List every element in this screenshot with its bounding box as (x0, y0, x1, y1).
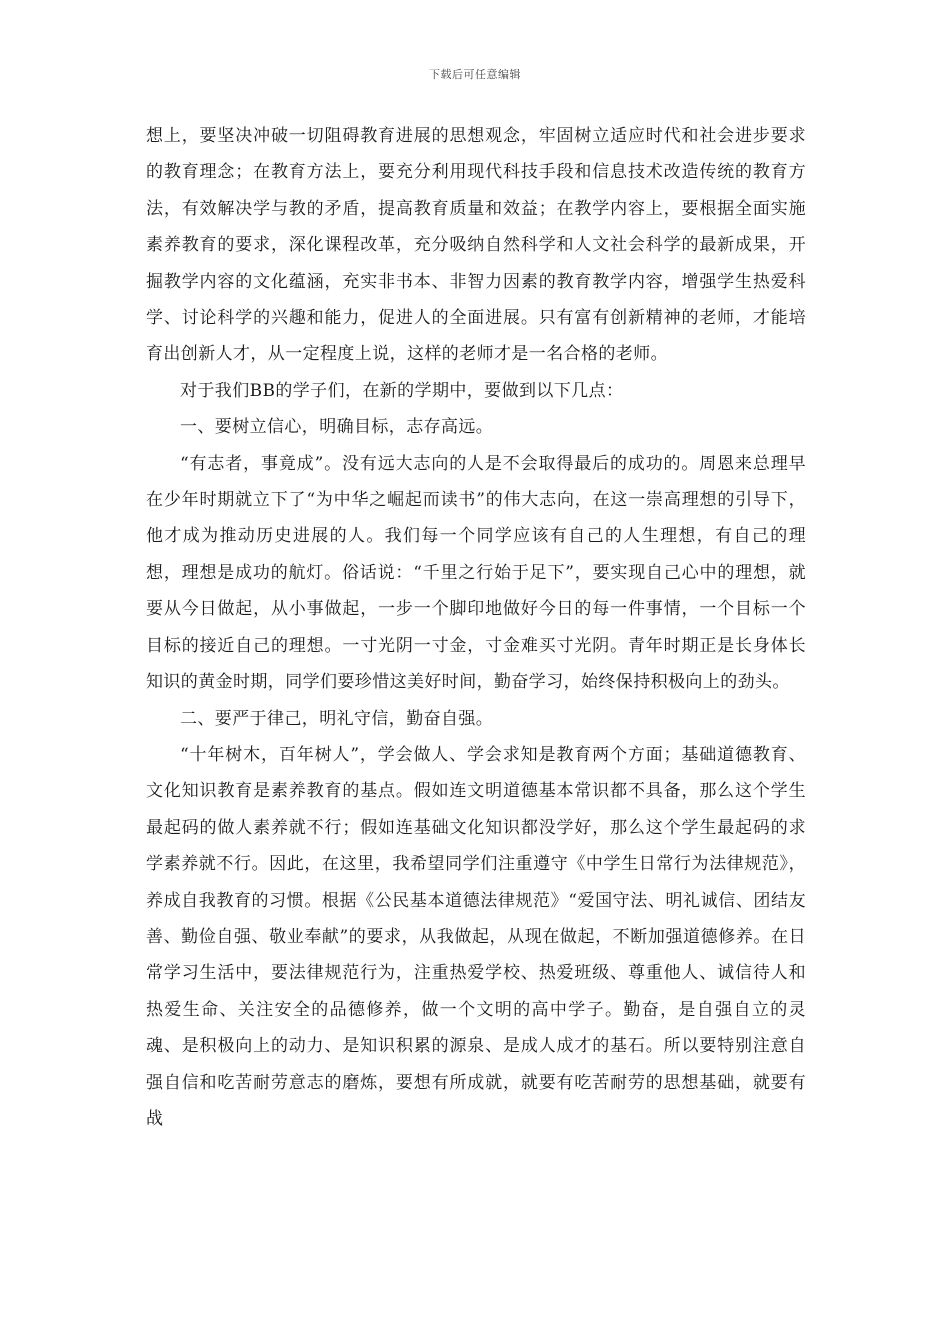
page-header: 下载后可任意编辑 (429, 68, 521, 81)
heading-point-two: 二、要严于律己，明礼守信，勤奋自强。 (180, 708, 494, 729)
paragraph-intro-points: 对于我们BB的学子们，在新的学期中，要做到以下几点： (180, 380, 624, 401)
heading-point-one: 一、要树立信心，明确目标，志存高远。 (180, 417, 494, 438)
paragraph-teaching-reform: 想上，要坚决冲破一切阻碍教育进展的思想观念，牢固树立适应时代和社会进步要求的教育理念；在教育方法上，要充分利用现代科技手段和信息技术改造传统的教育方法，有效解决学与教的矛盾，提高教育质量和效益；在教学内容上，要根据全面实施素养教育的要求，深化课程改革，充分吸纳自然科学和人文社会科学的最新成果，开掘教学内容的文化蕴涵，充实非书本、非智力因素的教育教学内容，增强学生热爱科学、讨论科学的兴趣和能力，促进人的全面进展。只有富有创新精神的老师，才能培育出创新人才，从一定程度上说，这样的老师才是一名合格的老师。 (146, 126, 806, 365)
paragraph-ambition: “有志者，事竟成”。没有远大志向的人是不会取得最后的成功的。周恩来总理早在少年时期就立下了“为中华之崛起而读书”的伟大志向，在这一崇高理想的引导下，他才成为推动历史进展的人。我们每一个同学应该有自己的人生理想，有自己的理想，理想是成功的航灯。俗话说：“千里之行始于足下”，要实现自己心中的理想，就要从今日做起，从小事做起，一步一个脚印地做好今日的每一件事情，一个目标一个目标的接近自己的理想。一寸光阴一寸金，寸金难买寸光阴。青年时期正是长身体长知识的黄金时期，同学们要珍惜这美好时间，勤奋学习，始终保持积极向上的劲头。 (146, 453, 806, 693)
document-body (146, 118, 806, 1137)
paragraph-self-discipline: “十年树木，百年树人”，学会做人、学会求知是教育两个方面；基础道德教育、文化知识教育是素养教育的基点。假如连文明道德基本常识都不具备，那么这个学生最起码的做人素养就不行；假如连基础文化知识都没学好，那么这个学生最起码的求学素养就不行。因此，在这里，我希望同学们注重遵守《中学生日常行为法律规范》，养成自我教育的习惯。根据《公民基本道德法律规范》“爱国守法、明礼诚信、团结友善、勤俭自强、敬业奉献”的要求，从我做起，从现在做起，不断加强道德修养。在日常学习生活中，要法律规范行为，注重热爱学校、热爱班级、尊重他人、诚信待人和热爱生命、关注安全的品德修养，做一个文明的高中学子。勤奋，是自强自立的灵魂、是积极向上的动力、是知识积累的源泉、是成人成才的基石。所以要特别注意自强自信和吃苦耐劳意志的磨炼，要想有所成就，就要有吃苦耐劳的思想基础，就要有战 (146, 744, 806, 1129)
